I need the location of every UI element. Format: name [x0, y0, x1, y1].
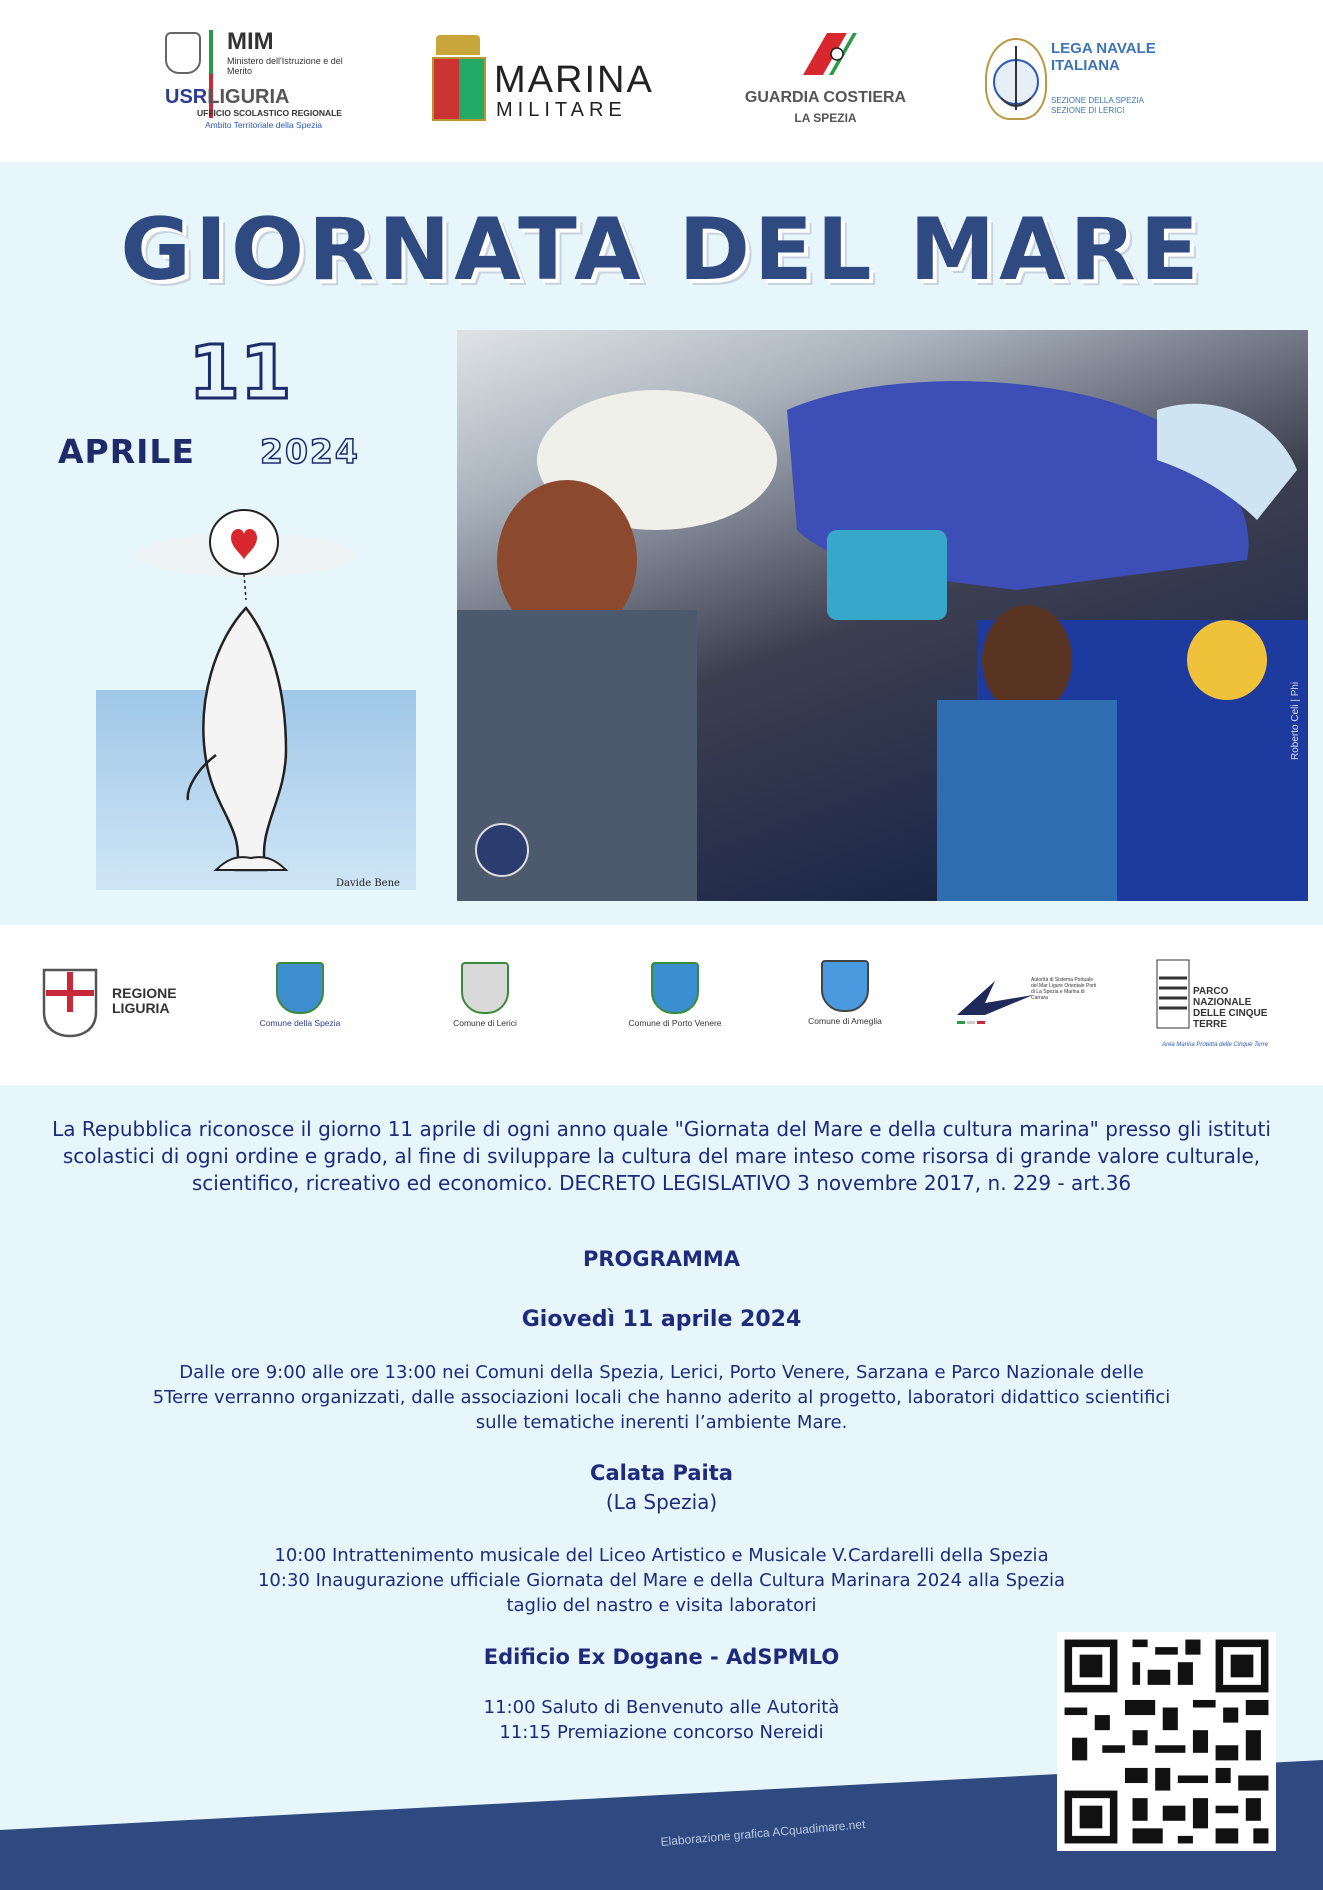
schedule-item: 11:15 Premiazione concorso Nereidi [499, 1722, 824, 1743]
program-title: PROGRAMMA [582, 1247, 741, 1271]
schedule-item: taglio del nastro e visita laboratori [506, 1595, 817, 1616]
calata-paita-title: Calata Paita [590, 1461, 733, 1485]
lega-navale-logo [985, 38, 1170, 123]
usr-label: USR [165, 86, 208, 108]
comune-lerici-logo [435, 962, 535, 1028]
comune-porto-venere-logo [610, 962, 740, 1028]
usr-title [165, 86, 289, 109]
program-date-heading: Giovedì 11 aprile 2024 [521, 1307, 802, 1332]
usr-office: UFFICIO SCOLASTICO REGIONALE [197, 108, 342, 118]
calata-paita-schedule [0, 1543, 1323, 1618]
photo-credit: Roberto Celi | Phi [1290, 681, 1301, 760]
marina-line1: MARINA [494, 59, 654, 101]
comune-lerici-caption: Comune di Lerici [453, 1018, 517, 1028]
comune-spezia-caption: Comune della Spezia [259, 1018, 341, 1028]
marina-shield-icon [432, 57, 486, 121]
mim-logo [165, 28, 355, 138]
program-date-text: Dalle ore 9:00 alle ore 13:00 nei Comuni della Spezia, Lerici, Porto Venere, Sarzana e Parco Nazionale delle 5Terre verranno organizzati, dalle associazioni locali che hanno aderito al progetto, laboratori didattico scientifici sulle tematiche inerenti l’ambiente Mare. [152, 1362, 1171, 1433]
italian-emblem-icon [165, 32, 201, 74]
guardia-line2: LA SPEZIA [794, 111, 857, 125]
lega-sections: SEZIONE DELLA SPEZIA SEZIONE DI LERICI [1051, 96, 1144, 115]
date-day: 11 [188, 330, 292, 416]
comune-porto-venere-caption: Comune di Porto Venere [628, 1018, 722, 1028]
usr-region: LIGURIA [207, 86, 290, 108]
marina-line2: MILITARE [496, 99, 627, 121]
regione-liguria-logo [42, 968, 192, 1038]
schedule-item: 11:00 Saluto di Benvenuto alle Autorità [483, 1697, 840, 1718]
parco-sub: Area Marina Protetta delle Cinque Terre [1162, 1042, 1268, 1048]
anchor-seal-icon [985, 38, 1047, 120]
porto-venere-crest-icon [651, 962, 699, 1014]
photo-scene [457, 330, 1308, 901]
mim-subtitle: Ministero dell'Istruzione e del Merito [227, 56, 343, 76]
coast-guard-stripe-icon [793, 33, 857, 75]
qr-code[interactable] [1057, 1632, 1276, 1851]
usr-area: Ambito Territoriale della Spezia [205, 120, 323, 130]
footer-credit: Elaborazione grafica ACquadimare.net [660, 1817, 866, 1849]
date-year: 2024 [260, 432, 360, 471]
date-month: APRILE [58, 432, 195, 471]
cinque-terre-figure-icon [1155, 958, 1191, 1030]
regione-liguria-name: REGIONE LIGURIA [112, 985, 177, 1016]
marina-militare-logo [432, 35, 662, 125]
ameglia-crest-icon [821, 960, 869, 1012]
schedule-item: 10:00 Intrattenimento musicale del Liceo Artistico e Musicale V.Cardarelli della Spezia [274, 1545, 1049, 1566]
port-authority-wing-icon [955, 975, 1035, 1025]
ex-dogane-title: Edificio Ex Dogane - AdSPMLO [483, 1645, 840, 1669]
children-ocean-photo [457, 330, 1308, 901]
lega-name: LEGA NAVALE ITALIANA [1051, 40, 1156, 74]
lerici-crest-icon [461, 962, 509, 1014]
svg-text:Davide Bene: Davide Bene [336, 878, 400, 889]
schedule-item: 10:30 Inaugurazione ufficiale Giornata del Mare e della Cultura Marinara 2024 alla Spezia [257, 1570, 1065, 1591]
comune-ameglia-logo [795, 960, 895, 1026]
page-title: GIORNATA DEL MARE [120, 200, 1203, 300]
calata-paita-subtitle: (La Spezia) [605, 1490, 718, 1514]
regione-liguria-shield-icon [42, 968, 98, 1038]
guardia-costiera-logo [733, 33, 918, 133]
intro-paragraph: La Repubblica riconosce il giorno 11 aprile di ogni anno quale "Giornata del Mare e della cultura marina" presso gli istituti scolastici di ogni ordine e grado, al fine di sviluppare la cultura del mare inteso come risorsa di grande valore culturale, scientifico, ricreativo ed economico. DECRETO LEGISLATIVO 3 novembre 2017, n. 229 - art.36 [52, 1117, 1271, 1195]
parco-cinque-terre-logo [1155, 958, 1275, 1058]
naval-crown-icon [436, 35, 480, 55]
mim-title: MIM [227, 28, 274, 55]
parco-name: PARCO NAZIONALE DELLE CINQUE TERRE [1193, 986, 1268, 1030]
autorita-portuale-logo [955, 975, 1100, 1035]
dolphin-heart-illustration [96, 500, 416, 900]
italian-flag-icon [209, 30, 223, 74]
comune-spezia-logo [250, 962, 350, 1028]
comune-ameglia-caption: Comune di Ameglia [808, 1016, 882, 1026]
guardia-line1: GUARDIA COSTIERA [744, 89, 907, 106]
spezia-crest-icon [276, 962, 324, 1014]
autorita-portuale-name: Autorità di Sistema Portuale del Mar Ligure Orientale Porti di La Spezia e Marina di Carrara [1031, 977, 1097, 1001]
